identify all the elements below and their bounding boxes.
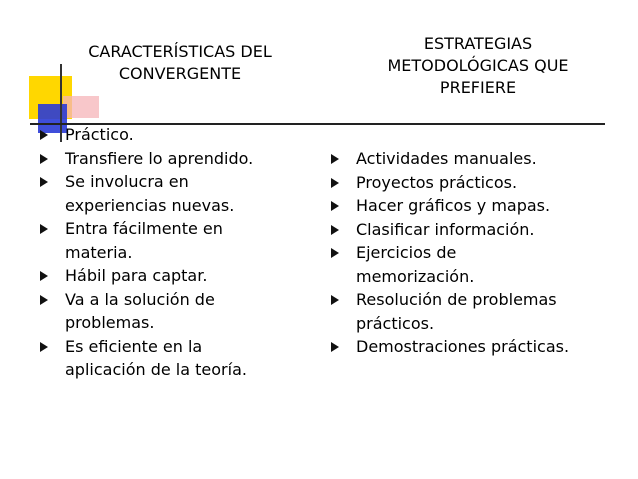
strategy-item-text: Ejercicios de [356,243,457,262]
strategy-item [327,288,627,335]
strategy-item-text: memorización. [356,266,475,286]
strategy-item [327,241,627,288]
left-column-header: CARACTERÍSTICAS DEL CONVERGENTE [88,42,272,83]
characteristic-item [36,147,316,171]
strategy-item-text: Proyectos prácticos. [356,172,518,192]
characteristic-item-text: Va a la solución de [65,289,215,309]
characteristic-item-text: Entra fácilmente en [65,219,223,238]
strategy-item-text: Demostraciones prácticas. [356,337,570,356]
right-column-header: ESTRATEGIAS METODOLÓGICAS QUE PREFIERE [387,34,569,97]
characteristic-item [36,335,316,382]
characteristic-item [36,170,316,217]
triangle-bullet-icon [40,271,48,281]
triangle-bullet-icon [40,342,48,352]
characteristic-item-text: Es eficiente en la [65,336,203,356]
characteristic-item-text: problemas. [65,313,155,332]
strategy-item [327,218,627,242]
characteristic-item [36,264,316,288]
triangle-bullet-icon [40,295,48,305]
characteristics-list [36,123,316,382]
strategy-item-text: Hacer gráficos y mapas. [356,196,551,215]
triangle-bullet-icon [331,295,339,305]
triangle-bullet-icon [40,154,48,164]
characteristic-item-text: experiencias nuevas. [65,195,235,215]
triangle-bullet-icon [331,225,339,235]
triangle-bullet-icon [331,342,339,352]
strategy-item-text: Clasificar información. [356,219,535,239]
characteristic-item-text: materia. [65,242,133,262]
triangle-bullet-icon [331,248,339,258]
characteristic-item-text: aplicación de la teoría. [65,360,247,379]
strategies-list [327,147,627,359]
characteristic-item-text: Se involucra en [65,172,189,191]
characteristic-item [36,123,316,147]
triangle-bullet-icon [331,201,339,211]
triangle-bullet-icon [40,130,48,140]
characteristic-item [36,217,316,264]
decorative-pink-square [63,96,99,118]
characteristic-item-text: Hábil para captar. [65,266,208,285]
strategy-item [327,147,627,171]
characteristic-item [36,288,316,335]
strategy-item-text: Resolución de problemas [356,290,557,309]
strategy-item [327,171,627,195]
triangle-bullet-icon [40,177,48,187]
strategy-item-text: prácticos. [356,313,435,333]
triangle-bullet-icon [40,224,48,234]
triangle-bullet-icon [331,178,339,188]
strategy-item [327,194,627,218]
triangle-bullet-icon [331,154,339,164]
strategy-item [327,335,627,359]
characteristic-item-text: Práctico. [65,125,134,144]
strategy-item-text: Actividades manuales. [356,149,537,168]
characteristic-item-text: Transfiere lo aprendido. [65,148,254,168]
